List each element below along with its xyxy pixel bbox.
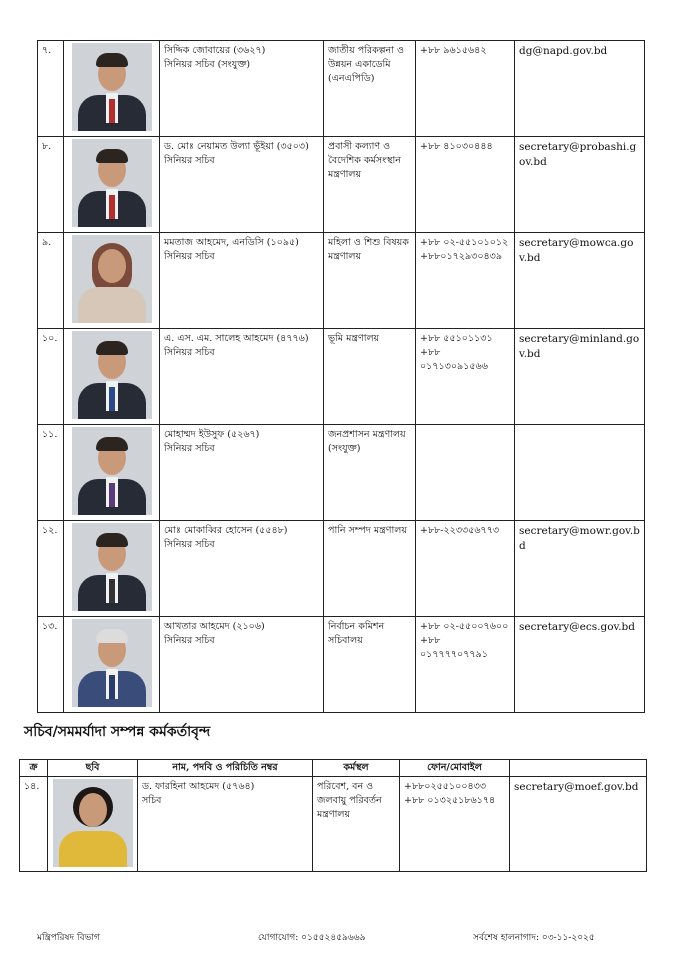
photo-cell	[48, 777, 138, 872]
email-link[interactable]	[515, 425, 645, 521]
email-link[interactable]: secretary@moef.gov.bd	[510, 777, 647, 872]
phone-primary: +৮৮ ৯৬১৫৬৪২	[420, 45, 487, 56]
official-name: সিদ্দিক জোবায়ের (৩৬২৭)	[164, 45, 266, 56]
secretaries-table	[19, 759, 647, 872]
phone-primary: +৮৮০২৫৫১০০৪৩৩	[404, 781, 487, 792]
email-link[interactable]: dg@napd.gov.bd	[515, 41, 645, 137]
name-cell	[160, 617, 324, 713]
portrait-photo	[72, 235, 152, 323]
photo-cell	[64, 425, 160, 521]
phone-cell	[416, 41, 515, 137]
table-header-row	[20, 760, 647, 777]
phone-primary: +৮৮-২২৩৩৫৬৭৭৩	[420, 525, 500, 536]
serial-number: ৭.	[38, 41, 64, 137]
email-link[interactable]: secretary@mowr.gov.bd	[515, 521, 645, 617]
official-name: এ. এস. এম. সালেহ আহমেদ (৪৭৭৬)	[164, 333, 309, 344]
email-link[interactable]: secretary@ecs.gov.bd	[515, 617, 645, 713]
phone-cell	[400, 777, 510, 872]
phone-cell	[416, 425, 515, 521]
name-cell	[160, 41, 324, 137]
phone-cell	[416, 521, 515, 617]
email-link[interactable]: secretary@probashi.gov.bd	[515, 137, 645, 233]
email-link[interactable]: secretary@mowca.gov.bd	[515, 233, 645, 329]
portrait-photo	[72, 523, 152, 611]
phone-primary: +৮৮ ৫৫১০১১৩১	[420, 333, 493, 344]
portrait-photo	[72, 427, 152, 515]
table-row	[38, 521, 645, 617]
header-name: নাম, পদবি ও পরিচিতি নম্বর	[138, 760, 313, 777]
office-cell: নির্বাচন কমিশন সচিবালয়	[324, 617, 416, 713]
portrait-photo	[53, 779, 133, 867]
phone-primary: +৮৮ ০২-৫৫০০৭৬০০	[420, 621, 509, 632]
office-cell: ভূমি মন্ত্রণালয়	[324, 329, 416, 425]
footer-updated: সর্বশেষ হালনাগাদ: ০৩-১১-২০২৫	[473, 933, 595, 943]
phone-secondary: +৮৮০১৭২৯৩০৪৩৯	[420, 251, 503, 262]
table-row	[20, 777, 647, 872]
serial-number: ১৩.	[38, 617, 64, 713]
official-designation: সিনিয়র সচিব	[164, 635, 215, 646]
table-row	[38, 329, 645, 425]
portrait-photo	[72, 139, 152, 227]
official-name: মমতাজ আহমেদ, এনডিসি (১০৯৫)	[164, 237, 299, 248]
name-cell	[138, 777, 313, 872]
header-serial: ক্র	[20, 760, 48, 777]
official-designation: সিনিয়র সচিব	[164, 539, 215, 550]
footer-department: মন্ত্রিপরিষদ বিভাগ	[37, 933, 100, 943]
table-row	[38, 137, 645, 233]
office-cell: পানি সম্পদ মন্ত্রণালয়	[324, 521, 416, 617]
official-designation: সিনিয়র সচিব	[164, 155, 215, 166]
official-designation: সিনিয়র সচিব	[164, 251, 215, 262]
header-email	[510, 760, 647, 777]
photo-cell	[64, 41, 160, 137]
office-cell: মহিলা ও শিশু বিষয়ক মন্ত্রণালয়	[324, 233, 416, 329]
official-designation: সিনিয়র সচিব (সংযুক্ত)	[164, 59, 251, 70]
official-name: মোহাম্মদ ইউসুফ (৫২৬৭)	[164, 429, 260, 440]
table-row	[38, 617, 645, 713]
phone-secondary: +৮৮ ০১৭৭৭৭০৭৭৯১	[420, 635, 488, 660]
serial-number: ৮.	[38, 137, 64, 233]
official-designation: সচিব	[142, 795, 162, 806]
phone-cell	[416, 137, 515, 233]
official-name: মোঃ মোকাব্বির হোসেন (৫৫৪৮)	[164, 525, 288, 536]
portrait-photo	[72, 331, 152, 419]
serial-number: ১৪.	[20, 777, 48, 872]
serial-number: ১১.	[38, 425, 64, 521]
phone-cell	[416, 233, 515, 329]
table-row	[38, 233, 645, 329]
name-cell	[160, 329, 324, 425]
official-name: ড. মোঃ নেয়ামত উল্যা ভূঁইয়া (৩৫০৩)	[164, 141, 309, 152]
email-link[interactable]: secretary@minland.gov.bd	[515, 329, 645, 425]
portrait-photo	[72, 43, 152, 131]
table-row	[38, 425, 645, 521]
portrait-photo	[72, 619, 152, 707]
photo-cell	[64, 329, 160, 425]
name-cell	[160, 137, 324, 233]
name-cell	[160, 425, 324, 521]
office-cell: জাতীয় পরিকল্পনা ও উন্নয়ন একাডেমি (এনএপিডি)	[324, 41, 416, 137]
official-name: আখতার আহমেদ (২১০৬)	[164, 621, 265, 632]
photo-cell	[64, 137, 160, 233]
official-designation: সিনিয়র সচিব	[164, 347, 215, 358]
phone-cell	[416, 617, 515, 713]
footer-contact: যোগাযোগ: ০১৫৫২৪৫৯৬৬৯	[258, 933, 366, 943]
section-heading: সচিব/সমমর্যাদা সম্পন্ন কর্মকর্তাবৃন্দ	[24, 724, 211, 740]
phone-primary: +৮৮ ৪১০৩০৪৪৪	[420, 141, 493, 152]
phone-cell	[416, 329, 515, 425]
official-designation: সিনিয়র সচিব	[164, 443, 215, 454]
photo-cell	[64, 521, 160, 617]
header-office: কর্মস্থল	[313, 760, 400, 777]
header-phone: ফোন/মোবাইল	[400, 760, 510, 777]
phone-secondary: +৮৮ ০১৭১৩০৯১৫৬৬	[420, 347, 488, 372]
name-cell	[160, 521, 324, 617]
office-cell: প্রবাসী কল্যাণ ও বৈদেশিক কর্মসংস্থান মন্ত্রণালয়	[324, 137, 416, 233]
photo-cell	[64, 233, 160, 329]
serial-number: ১০.	[38, 329, 64, 425]
official-name: ড. ফারহিনা আহমেদ (৫৭৬৪)	[142, 781, 255, 792]
table-row	[38, 41, 645, 137]
serial-number: ৯.	[38, 233, 64, 329]
name-cell	[160, 233, 324, 329]
officials-table	[37, 40, 645, 713]
phone-secondary: +৮৮ ০১৩২৫১৮৬১৭৪	[404, 795, 496, 806]
photo-cell	[64, 617, 160, 713]
office-cell: পরিবেশ, বন ও জলবায়ু পরিবর্তন মন্ত্রণালয়	[313, 777, 400, 872]
header-photo: ছবি	[48, 760, 138, 777]
office-cell: জনপ্রশাসন মন্ত্রণালয় (সংযুক্ত)	[324, 425, 416, 521]
serial-number: ১২.	[38, 521, 64, 617]
phone-primary: +৮৮ ০২-৫৫১০১০১২	[420, 237, 509, 248]
